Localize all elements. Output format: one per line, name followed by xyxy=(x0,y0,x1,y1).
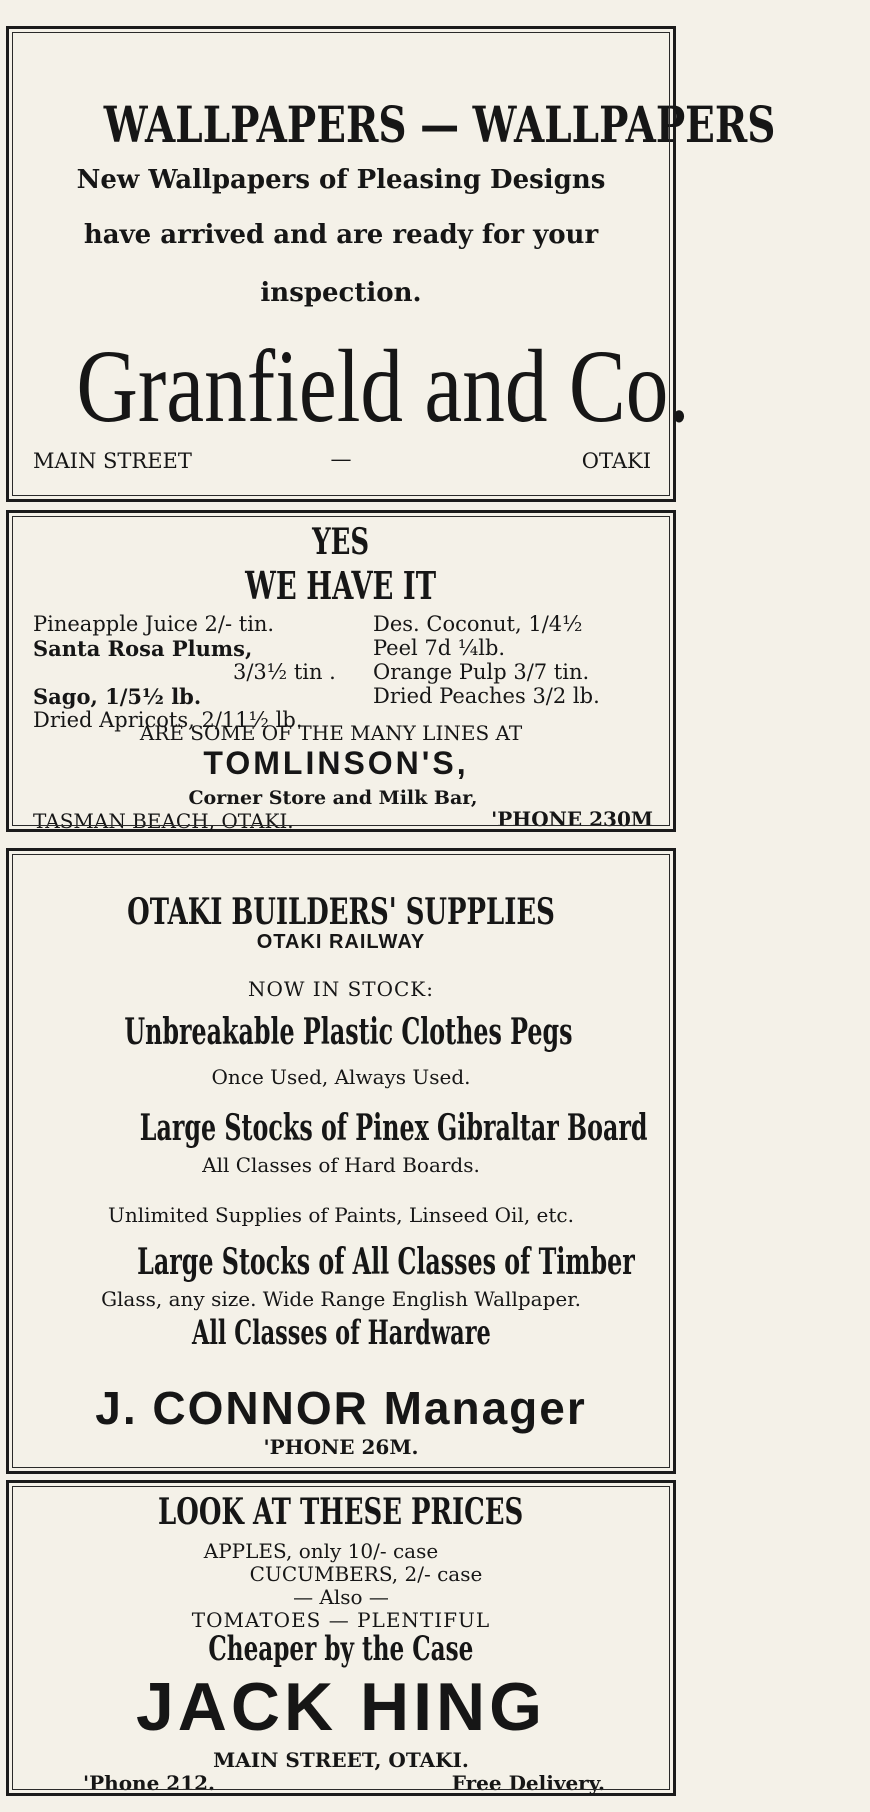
builders-phone: 'PHONE 26M. xyxy=(263,1435,419,1459)
wallpapers-street: MAIN STREET xyxy=(33,449,192,473)
wallpapers-town: OTAKI xyxy=(581,449,651,473)
jack-hing-address: MAIN STREET, OTAKI. xyxy=(213,1748,469,1772)
hard-boards-line: All Classes of Hard Boards. xyxy=(202,1153,480,1177)
wallpapers-line-2: have arrived and are ready for your xyxy=(83,220,599,250)
wallpapers-line-1: New Wallpapers of Pleasing Designs xyxy=(76,165,606,195)
clothes-pegs-line: Unbreakable Plastic Clothes Pegs xyxy=(124,1011,573,1053)
gibraltar-board-line: Large Stocks of Pinex Gibraltar Board xyxy=(139,1107,648,1149)
tomlinson-address: TASMAN BEACH, OTAKI. xyxy=(33,809,294,833)
apples-price: APPLES, only 10/- case xyxy=(203,1539,439,1563)
item-sago: Sago, 1/5½ lb. xyxy=(33,684,202,709)
hardware-line: All Classes of Hardware xyxy=(191,1313,491,1353)
also-divider: — Also — xyxy=(293,1585,389,1609)
jack-hing-phone: 'Phone 212. xyxy=(83,1771,215,1795)
glass-wallpaper-line: Glass, any size. Wide Range English Wallpaper. xyxy=(101,1287,581,1311)
prices-title: LOOK AT THESE PRICES xyxy=(158,1491,524,1533)
jack-hing-name: JACK HING xyxy=(135,1669,547,1745)
tomatoes-line: TOMATOES — PLENTIFUL xyxy=(191,1608,491,1632)
item-dried-peaches: Dried Peaches 3/2 lb. xyxy=(373,684,600,708)
builders-title: OTAKI BUILDERS' SUPPLIES xyxy=(127,891,555,933)
item-orange-pulp: Orange Pulp 3/7 tin. xyxy=(373,660,590,684)
we-have-it-heading: WE HAVE IT xyxy=(245,563,437,608)
wallpapers-ad xyxy=(6,26,776,502)
item-santa-rosa-plums: Santa Rosa Plums, xyxy=(33,636,253,661)
builders-supplies-ad xyxy=(6,848,676,1474)
many-lines-text: ARE SOME OF THE MANY LINES AT xyxy=(139,721,523,745)
timber-line: Large Stocks of All Classes of Timber xyxy=(137,1241,635,1283)
connor-manager: J. CONNOR Manager xyxy=(95,1382,587,1434)
builders-subtitle: OTAKI RAILWAY xyxy=(256,931,426,953)
item-des-coconut: Des. Coconut, 1/4½ xyxy=(373,612,583,636)
item-pineapple-juice: Pineapple Juice 2/- tin. xyxy=(33,612,275,636)
cheaper-by-case: Cheaper by the Case xyxy=(208,1629,474,1669)
cucumbers-price: CUCUMBERS, 2/- case xyxy=(249,1562,483,1586)
wallpapers-headline: WALLPAPERS — WALLPAPERS xyxy=(103,95,776,154)
item-peel: Peel 7d ¼lb. xyxy=(373,636,506,660)
now-in-stock: NOW IN STOCK: xyxy=(248,977,434,1001)
wallpapers-dash: — xyxy=(330,447,352,471)
tomlinson-store-desc: Corner Store and Milk Bar, xyxy=(188,787,478,809)
paints-line: Unlimited Supplies of Paints, Linseed Oil, etc. xyxy=(108,1203,574,1227)
item-dried-apricots: Dried Apricots, 2/11½ lb. xyxy=(33,708,303,732)
granfield-company-name: Granfield and Co. xyxy=(76,329,690,444)
tomlinson-ad xyxy=(6,510,676,832)
item-santa-rosa-price: 3/3½ tin . xyxy=(233,660,336,684)
free-delivery: Free Delivery. xyxy=(451,1771,605,1795)
tomlinson-store-name: TOMLINSON'S, xyxy=(203,745,469,781)
yes-heading: YES xyxy=(312,521,370,563)
wallpapers-line-3: inspection. xyxy=(260,278,422,308)
tomlinson-phone: 'PHONE 230M xyxy=(491,807,653,831)
jack-hing-ad xyxy=(6,1480,676,1796)
pegs-tagline: Once Used, Always Used. xyxy=(211,1065,471,1089)
